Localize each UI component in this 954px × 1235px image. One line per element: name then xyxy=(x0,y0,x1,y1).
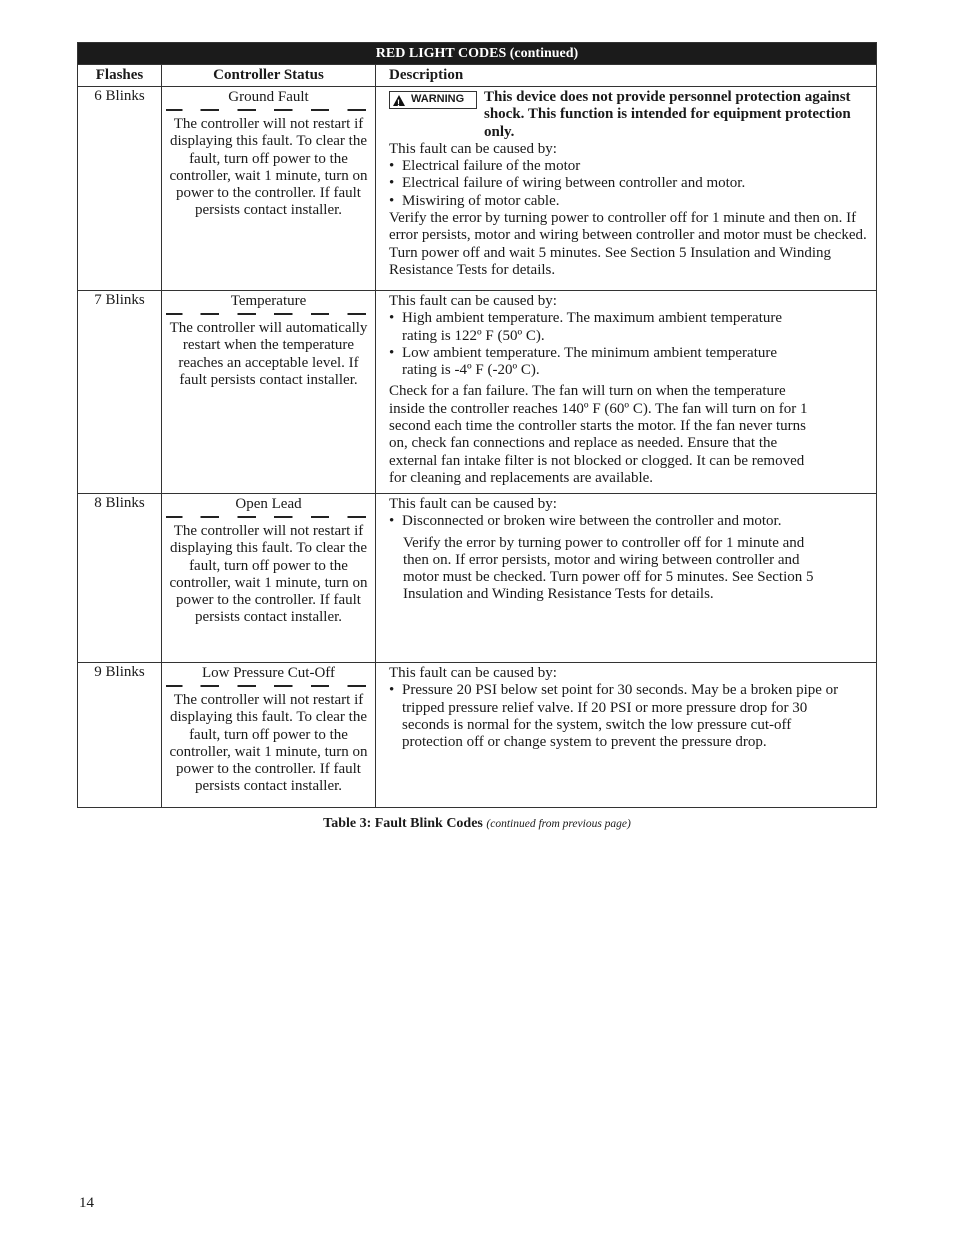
list-item: • Electrical failure of the motor xyxy=(389,158,581,175)
table-row xyxy=(78,86,876,290)
description-intro: This fault can be caused by: xyxy=(389,496,557,512)
description-cell xyxy=(376,87,876,290)
description-intro: This fault can be caused by: xyxy=(389,140,557,157)
description-cell xyxy=(376,494,876,662)
table-header-row xyxy=(78,64,876,86)
warning-block xyxy=(389,89,870,141)
status-cell xyxy=(162,494,376,662)
status-name: Open Lead xyxy=(235,496,302,512)
table-title: RED LIGHT CODES (continued) xyxy=(78,43,876,64)
list-item: • Disconnected or broken wire between the controller and motor. xyxy=(389,513,782,530)
header-status: Controller Status xyxy=(162,65,376,86)
description-cell xyxy=(376,291,876,493)
fault-codes-table xyxy=(77,42,877,808)
flashes-cell: 7 Blinks xyxy=(78,291,162,493)
status-cell xyxy=(162,291,376,493)
table-caption xyxy=(0,816,954,832)
status-name: Low Pressure Cut-Off xyxy=(201,665,336,681)
flashes-cell: 6 Blinks xyxy=(78,87,162,290)
header-description: Description xyxy=(389,67,464,83)
status-cell xyxy=(162,663,376,807)
status-name: Temperature xyxy=(230,293,307,309)
description-after: Verify the error by turning power to controller off for 1 minute and then on. If error persists, motor and wiring between controller and motor must be checked. Turn power off for 5 minutes. See Section 5 Insulation and Winding Resistance Tests for details. xyxy=(403,534,814,603)
table-row xyxy=(78,493,876,662)
description-intro: This fault can be caused by: xyxy=(389,293,557,309)
status-text: The controller will not restart if displaying this fault. To clear the fault, turn off power to the controller, wait 1 minute, turn on power to the controller. If fault persists contact installer. xyxy=(169,692,368,795)
table-row xyxy=(78,290,876,493)
caption-main: Table 3: Fault Blink Codes xyxy=(323,816,483,831)
flashes-cell: 9 Blinks xyxy=(78,663,162,807)
status-text: The controller will automatically restart when the temperature reaches an acceptable level. If fault persists contact installer. xyxy=(169,320,368,388)
status-name: Ground Fault xyxy=(228,89,309,105)
warning-badge xyxy=(389,91,477,109)
list-item: • Electrical failure of wiring between controller and motor. xyxy=(389,175,746,192)
warning-triangle-icon xyxy=(393,95,405,106)
status-cell xyxy=(162,87,376,290)
list-item: • Miswiring of motor cable. xyxy=(389,192,560,209)
warning-text: This device does not provide personnel protection against shock. This function is intended for equipment protection only. xyxy=(484,89,851,140)
description-after: Check for a fan failure. The fan will turn on when the temperature inside the controller reaches 140º F (60º C). The fan will turn on for 1 second each time the controller starts the motor. If the fan never turns on, check fan connections and replace as needed. Ensure that the external fan intake filter is not blocked or clogged. It can be removed for cleaning and replacements are available. xyxy=(389,383,808,486)
status-text: The controller will not restart if displaying this fault. To clear the fault, turn off power to the controller, wait 1 minute, turn on power to the controller. If fault persists contact installer. xyxy=(169,116,368,219)
page-number: 14 xyxy=(79,1195,94,1211)
caption-sub: (continued from previous page) xyxy=(486,818,631,830)
flashes-cell: 8 Blinks xyxy=(78,494,162,662)
list-item: • Pressure 20 PSI below set point for 30 seconds. May be a broken pipe or tripped pressure relief valve. If 20 PSI or more pressure drop for 30 seconds is normal for the system, switch the low pressure cut-off protection off or change system to prevent the pressure drop. xyxy=(389,682,839,751)
list-item: • Low ambient temperature. The minimum ambient temperature rating is -4º F (-20º C). xyxy=(389,344,778,379)
description-intro: This fault can be caused by: xyxy=(389,665,557,681)
status-text: The controller will not restart if displaying this fault. To clear the fault, turn off power to the controller, wait 1 minute, turn on power to the controller. If fault persists contact installer. xyxy=(169,523,368,626)
table-row xyxy=(78,662,876,807)
description-cell xyxy=(376,663,876,807)
list-item: • High ambient temperature. The maximum ambient temperature rating is 122º F (50º C). xyxy=(389,310,783,344)
header-flashes: Flashes xyxy=(78,65,162,86)
description-after: Verify the error by turning power to controller off for 1 minute and then on. If error persists, motor and wiring between controller and motor must be checked. Turn power off and wait 5 minutes. See Section 5 Insulation and Winding Resistance Tests for details. xyxy=(389,210,867,278)
warning-label: WARNING xyxy=(411,93,465,106)
